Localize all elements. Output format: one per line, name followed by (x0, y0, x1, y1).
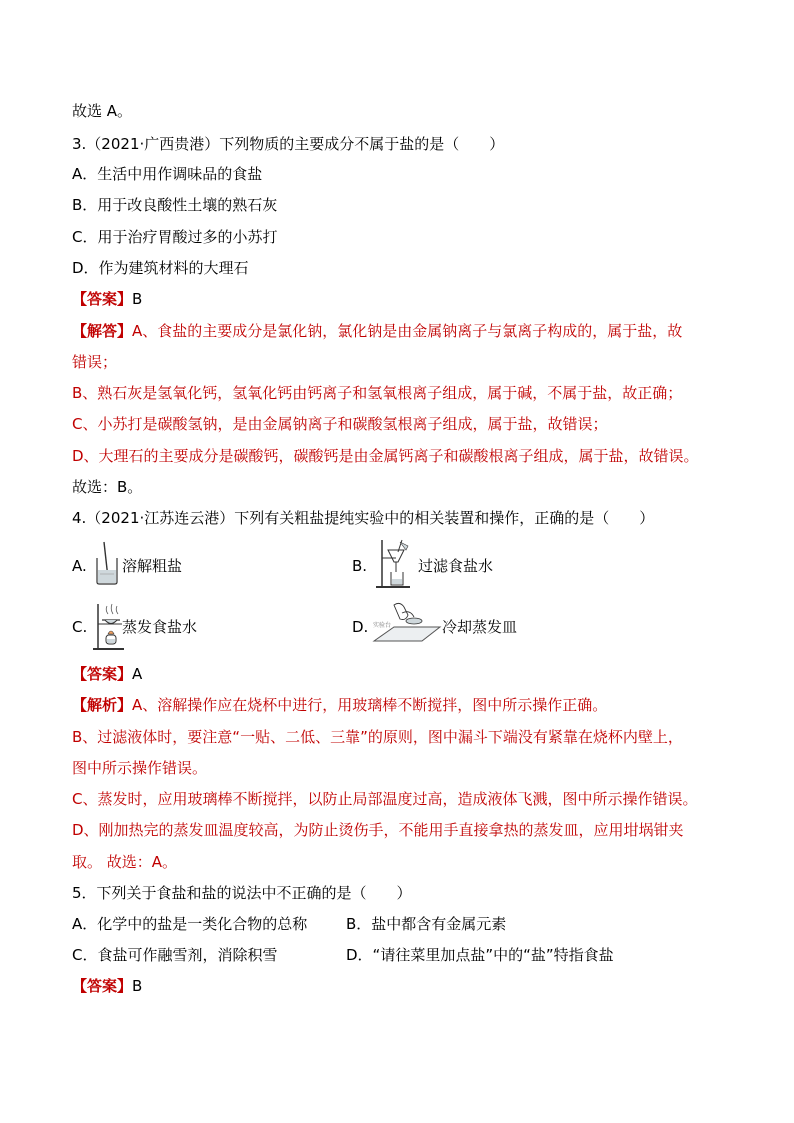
q4-option-a-text: 溶解粗盐 (122, 557, 183, 575)
q4-option-b-letter: B. (352, 557, 368, 575)
q3-explain-line-3: B、熟石灰是氢氧化钙，氢氧化钙由钙离子和氢氧根离子组成，属于碱，不属于盐，故正确； (72, 384, 683, 402)
q4-explain-line-2: B、过滤液体时，要注意“一贴、二低、三靠”的原则，图中漏斗下端没有紧靠在烧杯内壁上， (72, 728, 683, 746)
q3-explain-line-4: C、小苏打是碳酸氢钠，是由金属钠离子和碳酸氢根离子组成，属于盐，故错误； (72, 415, 608, 433)
q3-answer-line (72, 289, 142, 309)
q5-option-a: A．化学中的盐是一类化合物的总称 (72, 915, 308, 933)
q3-option-c: C．用于治疗胃酸过多的小苏打 (72, 228, 278, 246)
q5-option-d: D．“请往菜里加点盐”中的“盐”特指食盐 (346, 946, 614, 964)
q5-answer-line (72, 976, 142, 996)
evaporation-setup-icon (92, 600, 126, 652)
q4-explain-line-3: 图中所示操作错误。 (72, 759, 208, 777)
q3-explain-text-1: A、食盐的主要成分是氯化钠，氯化钠是由金属钠离子与氯离子构成的，属于盐，故 (132, 322, 683, 340)
q4-answer: A (132, 665, 143, 683)
q3-conclusion: 故选：B。 (72, 478, 143, 496)
q4-explain-text-1: A、溶解操作应在烧杯中进行，用玻璃棒不断搅拌，图中所示操作正确。 (132, 696, 608, 714)
q3-option-d: D．作为建筑材料的大理石 (72, 259, 249, 277)
intro-conclusion: 故选 A。 (72, 102, 133, 120)
q4-answer-tag: 【答案】 (72, 665, 133, 683)
q4-option-d-text: 冷却蒸发皿 (442, 618, 518, 636)
beaker-dissolving-icon (94, 540, 120, 586)
q5-answer-tag: 【答案】 (72, 977, 133, 995)
q3-explain-tag: 【解答】 (72, 322, 133, 340)
q4-option-c-letter: C. (72, 618, 88, 636)
q4-stem: 4.（2021·江苏连云港）下列有关粗盐提纯实验中的相关装置和操作，正确的是（ ） (72, 509, 655, 527)
q3-explain-line-2: 错误； (72, 353, 118, 371)
q3-stem: 3.（2021·广西贵港）下列物质的主要成分不属于盐的是（ ） (72, 135, 505, 153)
q3-option-b: B．用于改良酸性土壤的熟石灰 (72, 196, 278, 214)
q5-stem: 5．下列关于食盐和盐的说法中不正确的是（ ） (72, 884, 412, 902)
q4-explain-line-4: C、蒸发时，应用玻璃棒不断搅拌，以防止局部温度过高，造成液体飞溅，图中所示操作错误。 (72, 790, 698, 808)
q4-answer-line (72, 664, 142, 684)
q4-option-d-letter: D. (352, 618, 369, 636)
filtration-funnel-icon (374, 538, 414, 590)
q4-explain-tag: 【解析】 (72, 696, 133, 714)
q3-explain-line-5: D、大理石的主要成分是碳酸钙，碳酸钙是由金属钙离子和碳酸根离子组成，属于盐，故错误。 (72, 447, 699, 465)
q4-option-a-letter: A. (72, 557, 87, 575)
q4-explain-line-5: D、刚加热完的蒸发皿温度较高，为防止烫伤手，不能用手直接拿热的蒸发皿，应用坩埚钳夹 (72, 821, 684, 839)
q4-explain-line-1 (72, 695, 607, 715)
q4-explain-line-6: 取。 故选：A。 (72, 853, 178, 871)
d-figure-label: 实验台 (373, 622, 392, 629)
q4-option-c-text: 蒸发食盐水 (122, 618, 198, 636)
q3-answer: B (132, 290, 143, 308)
q5-answer: B (132, 977, 143, 995)
cooling-dish-icon (370, 597, 442, 649)
q4-option-b-text: 过滤食盐水 (418, 557, 494, 575)
q5-option-b: B．盐中都含有金属元素 (346, 915, 507, 933)
q5-option-c: C．食盐可作融雪剂，消除积雪 (72, 946, 278, 964)
q3-explain-line-1 (72, 321, 682, 341)
q3-answer-tag: 【答案】 (72, 290, 133, 308)
q3-option-a: A．生活中用作调味品的食盐 (72, 165, 263, 183)
